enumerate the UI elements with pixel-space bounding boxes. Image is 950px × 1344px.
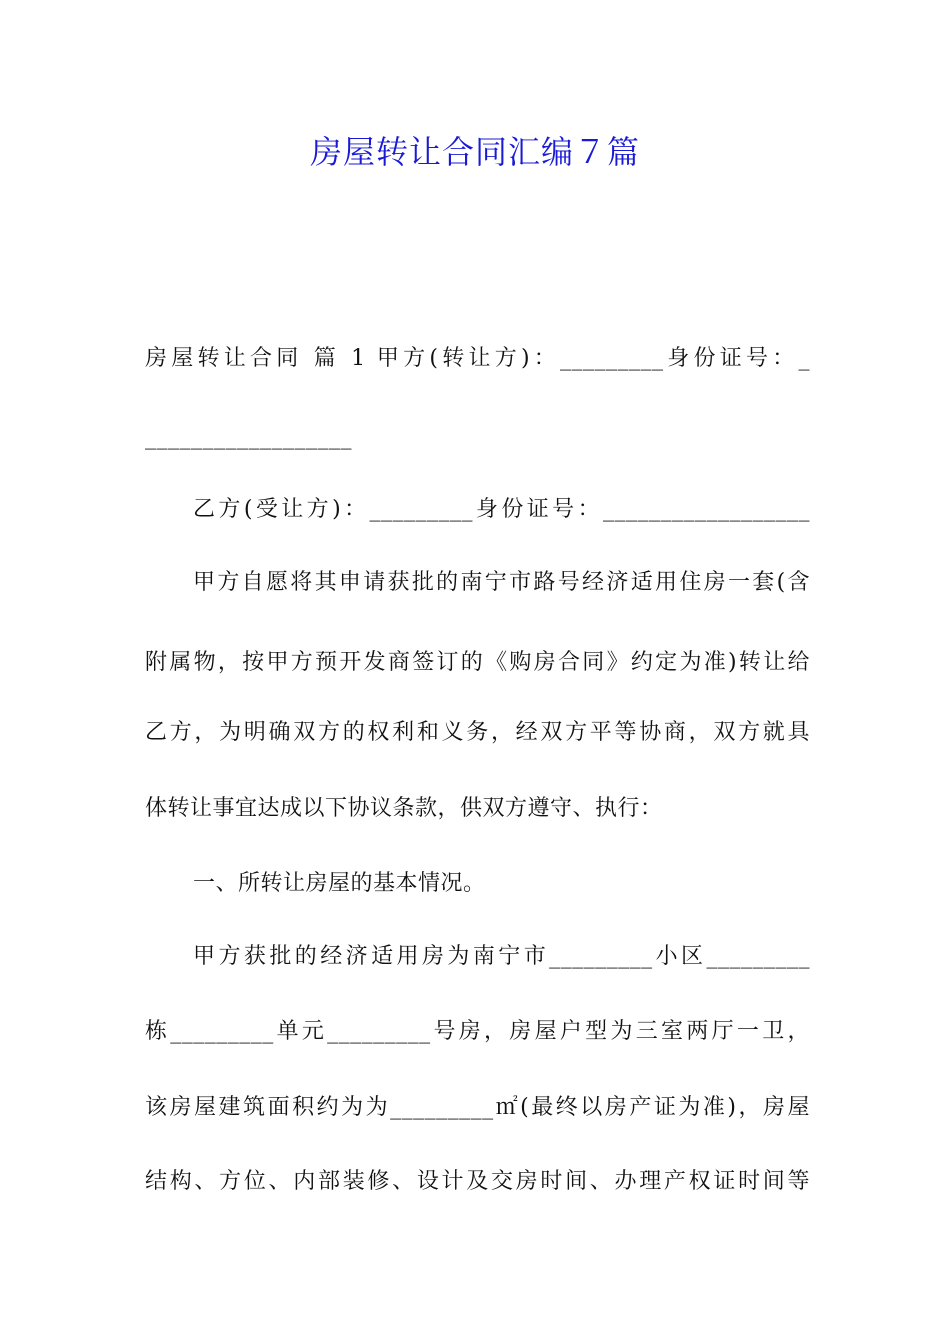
paragraph-line: 房屋转让合同 篇 1 甲方(转让方)：_________身份证号：_ xyxy=(145,346,810,371)
paragraph-line: 一、所转让房屋的基本情况。 xyxy=(193,871,486,896)
paragraph-line: 该房屋建筑面积约为为_________㎡(最终以房产证为准)，房屋 xyxy=(145,1095,810,1120)
paragraph-line: 甲方自愿将其申请获批的南宁市路号经济适用住房一套(含 xyxy=(193,570,810,595)
paragraph-line: 结构、方位、内部装修、设计及交房时间、办理产权证时间等 xyxy=(145,1169,810,1194)
paragraph-line: 乙方，为明确双方的权利和义务，经双方平等协商，双方就具 xyxy=(145,720,810,745)
paragraph-line: __________________ xyxy=(145,425,352,450)
paragraph-line: 栋_________单元_________号房，房屋户型为三室两厅一卫， xyxy=(145,1019,810,1044)
paragraph-line: 甲方获批的经济适用房为南宁市_________小区_________ xyxy=(193,944,810,969)
paragraph-line: 体转让事宜达成以下协议条款，供双方遵守、执行： xyxy=(145,796,663,821)
document-title: 房屋转让合同汇编７篇 xyxy=(309,133,640,171)
paragraph-line: 乙方(受让方)：_________身份证号：__________________ xyxy=(193,497,810,522)
paragraph-line: 附属物，按甲方预开发商签订的《购房合同》约定为准)转让给 xyxy=(145,650,810,675)
